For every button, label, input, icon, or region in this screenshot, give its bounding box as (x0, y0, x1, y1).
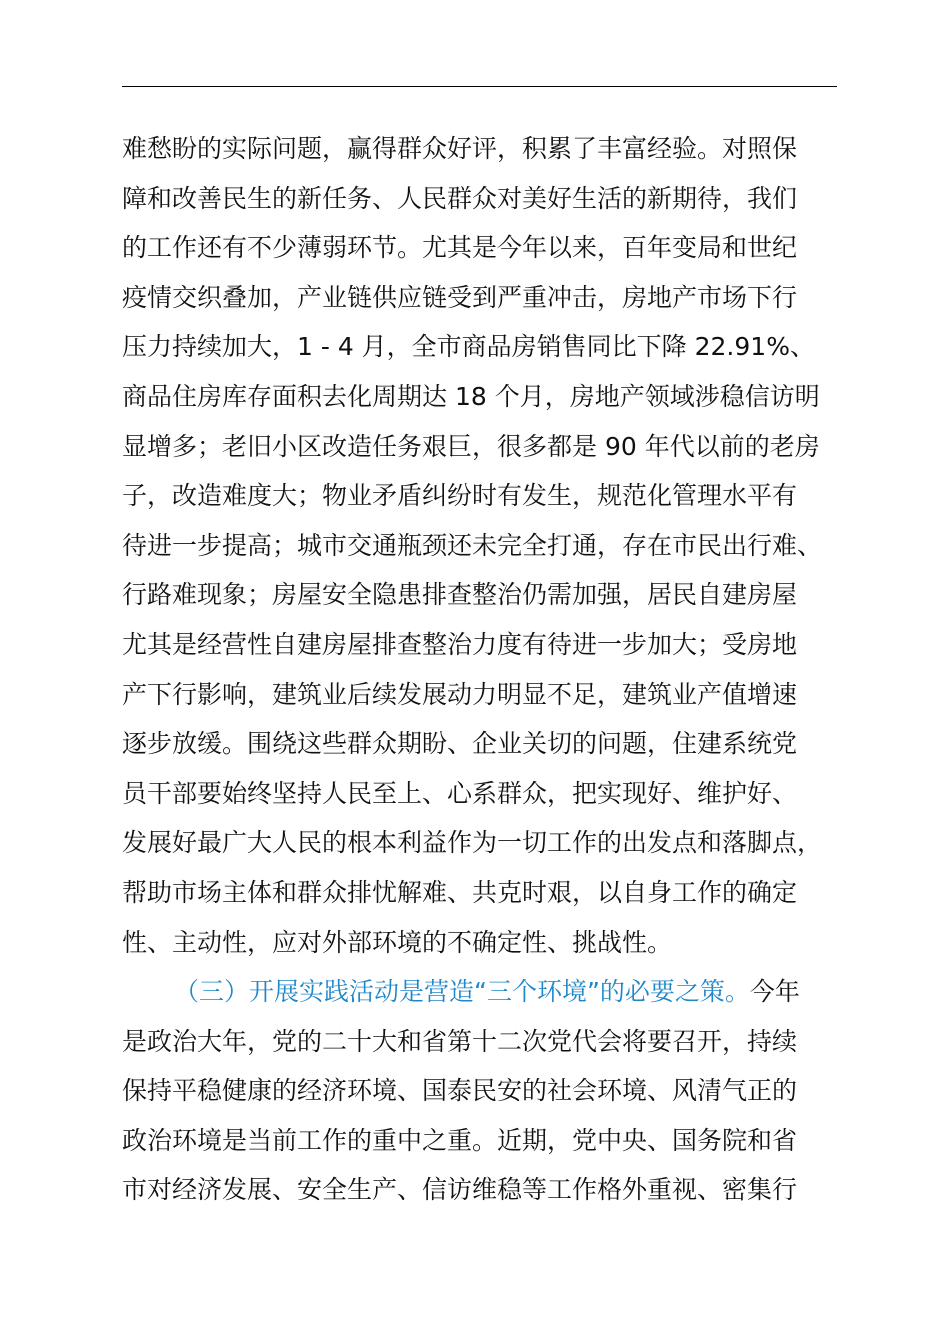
document-body (122, 124, 862, 1215)
text-line: 待进一步提高；城市交通瓶颈还未完全打通，存在市民出行难、 (122, 530, 823, 560)
text-line: 是政治大年，党的二十大和省第十二次党代会将要召开，持续 (122, 1026, 798, 1056)
text-line: 逐步放缓。围绕这些群众期盼、企业关切的问题，住建系统党 (122, 729, 798, 759)
text-line: 保持平稳健康的经济环境、国泰民安的社会环境、风清气正的 (122, 1076, 798, 1106)
text-line: 商品住房库存面积去化周期达 18 个月，房地产领域涉稳信访明 (122, 381, 820, 411)
section-heading-line (122, 967, 862, 1017)
text-line: 行路难现象；房屋安全隐患排查整治仍需加强，居民自建房屋 (122, 580, 798, 610)
text-line: 的工作还有不少薄弱环节。尤其是今年以来，百年变局和世纪 (122, 233, 798, 263)
text-line: 员干部要始终坚持人民至上、心系群众，把实现好、维护好、 (122, 778, 798, 808)
text-line: 尤其是经营性自建房屋排查整治力度有待进一步加大；受房地 (122, 629, 798, 659)
section-heading: （三）开展实践活动是营造“三个环境”的必要之策。 (174, 977, 750, 1007)
header-rule (122, 86, 837, 87)
text-line: 性、主动性，应对外部环境的不确定性、挑战性。 (122, 927, 673, 957)
text-line: 市对经济发展、安全生产、信访维稳等工作格外重视、密集行 (122, 1175, 798, 1205)
text-line: 压力持续加大，1 - 4 月，全市商品房销售同比下降 22.91%、 (122, 332, 815, 362)
text-line: 政治环境是当前工作的重中之重。近期，党中央、国务院和省 (122, 1125, 798, 1155)
text-line: 难愁盼的实际问题，赢得群众好评，积累了丰富经验。对照保 (122, 134, 798, 163)
text-line: 产下行影响，建筑业后续发展动力明显不足，建筑业产值增速 (122, 679, 798, 709)
text-line: 障和改善民生的新任务、人民群众对美好生活的新期待，我们 (122, 183, 798, 213)
text-line: 发展好最广大人民的根本利益作为一切工作的出发点和落脚点， (122, 828, 823, 858)
text-line: 帮助市场主体和群众排忧解难、共克时艰，以自身工作的确定 (122, 877, 798, 907)
text-line: 子，改造难度大；物业矛盾纠纷时有发生，规范化管理水平有 (122, 481, 798, 511)
section-heading-line-rest: 今年 (749, 977, 800, 1007)
text-line: 显增多；老旧小区改造任务艰巨，很多都是 90 年代以前的老房 (122, 431, 820, 461)
text-line: 疫情交织叠加，产业链供应链受到严重冲击，房地产市场下行 (122, 282, 798, 312)
